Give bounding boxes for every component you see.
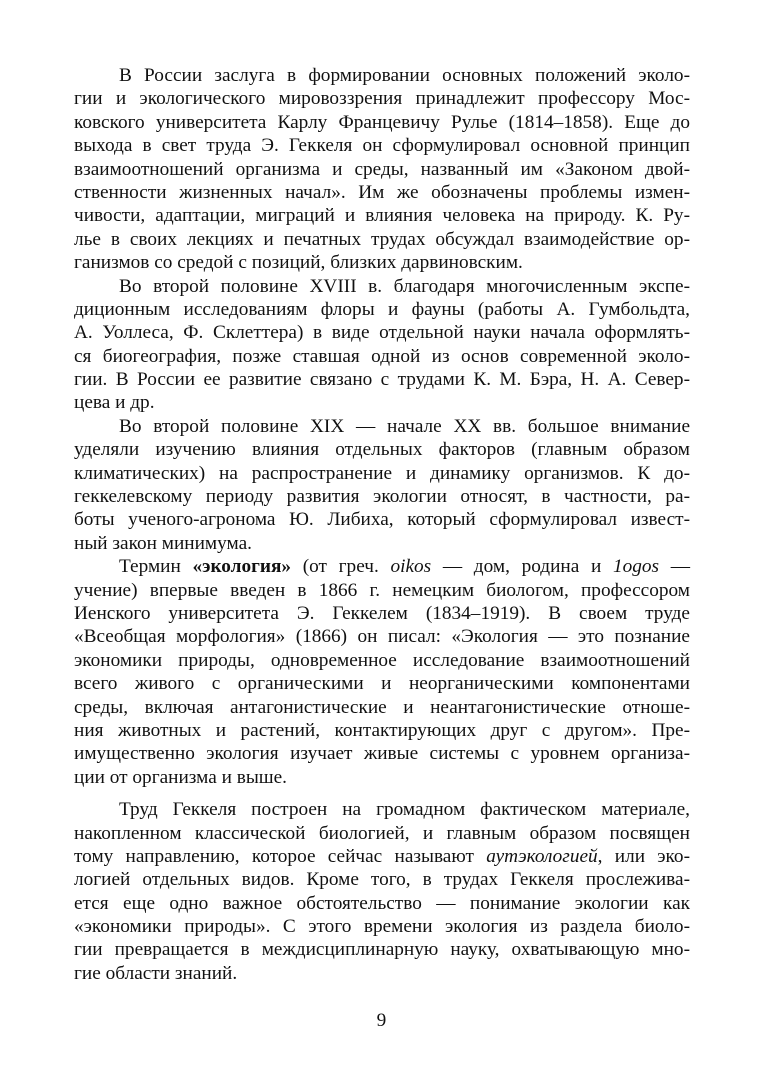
text-line: учение) впервые введен в 1866 г. немецким биологом, профессором: [74, 579, 690, 601]
text-line: ганизмов со средой с позиций, близких дарвиновским.: [74, 252, 523, 274]
text-line: всего живого с органическими и неорганическими компонентами: [74, 673, 690, 695]
text-line: накопленном классической биологией, и главным образом посвящен: [74, 822, 690, 844]
text-line: выхода в свет труда Э. Геккеля он сформулировал основной принцип: [74, 135, 690, 157]
text-run: , или эко-: [597, 845, 690, 867]
text-line: геккелевскому периоду развития экологии относят, в частности, ра-: [74, 486, 690, 508]
term-autecology: аутэкологией: [486, 845, 598, 867]
text-line: взаимоотношений организма и среды, названный им «Законом двой-: [74, 158, 690, 180]
text-line: чивости, адаптации, миграций и влияния человека на природу. К. Ру-: [74, 205, 690, 227]
text-line: гии. В России ее развитие связано с трудами К. М. Бэра, Н. А. Север-: [74, 369, 690, 391]
text-line: ся биогеография, позже ставшая одной из основ современной эколо-: [74, 345, 690, 367]
text-line: имущественно экология изучает живые системы с уровнем организа-: [74, 743, 690, 765]
text-line: Во второй половине XIX — начале XX вв. большое внимание: [119, 415, 690, 437]
text-line: ковского университета Карлу Францевичу Рулье (1814–1858). Еще до: [74, 111, 690, 133]
text-run: Термин: [119, 556, 193, 578]
text-line: гии и экологического мировоззрения принадлежит профессору Мос-: [74, 88, 690, 110]
greek-term-oikos: oikos: [390, 556, 432, 578]
paragraph-4: [74, 555, 690, 789]
text-line: «Всеобщая морфология» (1866) он писал: «Экология — это познание: [74, 626, 690, 648]
text-run: — дом, родина и: [431, 556, 613, 578]
text-line: ственности жизненных начал». Им же обозначены проблемы измен-: [74, 181, 690, 203]
text-line: гие области знаний.: [74, 962, 238, 984]
paragraph-3: [74, 415, 690, 555]
text-run: (от греч.: [291, 556, 391, 578]
text-line: [74, 555, 690, 578]
text-line: гии превращается в междисциплинарную науку, охватывающую мно-: [74, 939, 690, 961]
text-line: цева и др.: [74, 392, 155, 414]
paragraph-spacing: [74, 789, 690, 798]
text-line: ный закон минимума.: [74, 532, 252, 554]
text-line: уделяли изучению влияния отдельных факторов (главным образом: [74, 439, 690, 461]
text-run: тому направлению, которое сейчас называют: [74, 845, 487, 867]
text-line: Иенского университета Э. Геккелем (1834–1919). В своем труде: [74, 602, 690, 624]
paragraph-2: [74, 275, 690, 415]
text-line: экономики природы, одновременное исследование взаимоотношений: [74, 649, 690, 671]
text-line: ния животных и растений, контактирующих друг с другом». Пре-: [74, 719, 690, 741]
page-number: 9: [376, 1010, 387, 1031]
text-line: [74, 845, 690, 868]
text-line: логией отдельных видов. Кроме того, в трудах Геккеля прослежива-: [74, 869, 690, 891]
paragraph-5: [74, 798, 690, 985]
text-line: «экономики природы». С этого времени экология из раздела биоло-: [74, 916, 690, 938]
text-line: Труд Геккеля построен на громадном фактическом материале,: [119, 799, 690, 821]
greek-term-logos: 1ogos: [612, 556, 660, 578]
text-run: —: [659, 556, 690, 578]
text-line: А. Уоллеса, Ф. Склеттера) в виде отдельной науки начала оформлять-: [74, 322, 690, 344]
text-line: диционным исследованиям флоры и фауны (работы А. Гумбольдта,: [74, 298, 690, 320]
text-line: лье в своих лекциях и печатных трудах обсуждал взаимодействие ор-: [74, 228, 690, 250]
text-line: среды, включая антагонистические и неантагонистические отноше-: [74, 696, 690, 718]
text-line: ется еще одно важное обстоятельство — понимание экологии как: [74, 892, 690, 914]
text-line: В России заслуга в формировании основных положений эколо-: [119, 65, 690, 86]
text-line: Во второй половине XVIII в. благодаря многочисленным экспе-: [119, 275, 690, 297]
paragraph-1: [74, 64, 690, 275]
text-line: боты ученого-агронома Ю. Либиха, который сформулировал извест-: [74, 509, 690, 531]
text-line: ции от организма и выше.: [74, 766, 288, 788]
term-ecology: «экология»: [192, 556, 292, 578]
text-line: климатических) на распространение и динамику организмов. К до-: [74, 462, 690, 484]
body-text: [74, 64, 690, 985]
